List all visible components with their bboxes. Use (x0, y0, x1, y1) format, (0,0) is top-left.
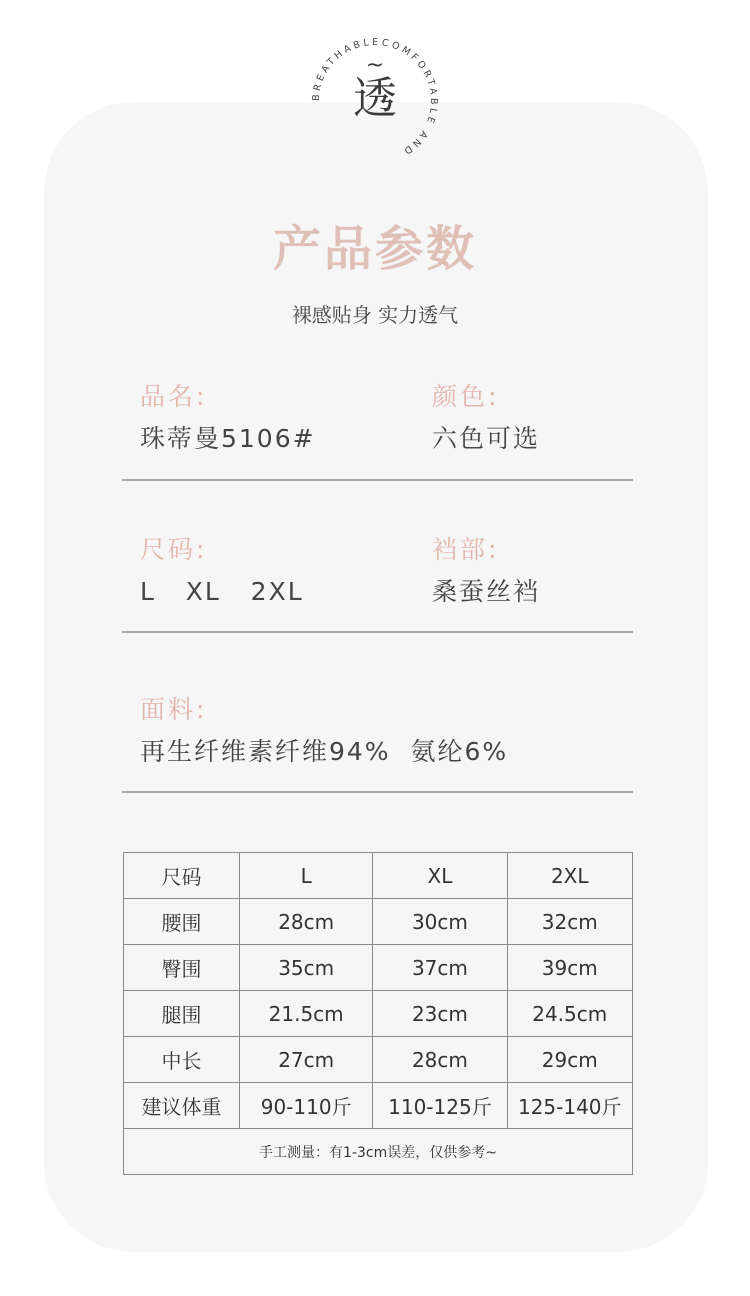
divider (122, 791, 633, 793)
table-row (124, 945, 633, 991)
color-value: 六色可选 (432, 424, 541, 453)
table-cell: 90-110斤 (239, 1083, 372, 1129)
badge-tilde: ~ (365, 53, 385, 78)
fabric-value: 再生纤维素纤维94% 氨纶6% (140, 737, 509, 766)
table-cell: 中长 (124, 1037, 240, 1083)
divider (122, 631, 633, 633)
fabric-label: 面料: (140, 695, 208, 724)
table-cell: 腿围 (124, 991, 240, 1037)
table-row (124, 899, 633, 945)
name-value: 珠蒂曼5106# (140, 424, 316, 453)
table-cell: 30cm (373, 899, 507, 945)
table-header-cell: 尺码 (124, 853, 240, 899)
table-cell: 29cm (507, 1037, 633, 1083)
badge-character: 透 (353, 73, 397, 124)
table-row (124, 991, 633, 1037)
size-label: 尺码: (140, 535, 208, 564)
crotch-label: 裆部: (432, 535, 500, 564)
table-cell: 28cm (373, 1037, 507, 1083)
table-cell: 21.5cm (239, 991, 372, 1037)
table-cell: 35cm (239, 945, 372, 991)
measurement-note: 手工测量：有1-3cm误差，仅供参考~ (124, 1129, 633, 1175)
table-cell: 27cm (239, 1037, 372, 1083)
table-cell: 建议体重 (124, 1083, 240, 1129)
crotch-value: 桑蚕丝裆 (432, 577, 541, 606)
table-row (124, 1037, 633, 1083)
size-table (123, 852, 633, 1175)
table-cell: 39cm (507, 945, 633, 991)
divider (122, 479, 633, 481)
table-cell: 32cm (507, 899, 633, 945)
table-cell: 臀围 (124, 945, 240, 991)
color-label: 颜色: (432, 382, 500, 411)
breathable-badge (307, 33, 443, 169)
table-cell: 24.5cm (507, 991, 633, 1037)
table-cell: 腰围 (124, 899, 240, 945)
table-row (124, 1083, 633, 1129)
table-cell: 125-140斤 (507, 1083, 633, 1129)
svg-text:BREATHABLECOMFORTABLE AND: BREATHABLECOMFORTABLE AND (310, 36, 440, 158)
table-cell: 23cm (373, 991, 507, 1037)
table-cell: 28cm (239, 899, 372, 945)
table-header-cell: L (239, 853, 372, 899)
table-header-cell: XL (373, 853, 507, 899)
table-cell: 37cm (373, 945, 507, 991)
table-cell: 110-125斤 (373, 1083, 507, 1129)
size-value: L XL 2XL (140, 577, 304, 606)
page-subtitle: 裸感贴身 实力透气 (291, 303, 459, 327)
page-title: 产品参数 (272, 221, 477, 277)
table-header-cell: 2XL (507, 853, 633, 899)
table-header-row (124, 853, 633, 899)
name-label: 品名: (140, 382, 208, 411)
table-note-row (124, 1129, 633, 1175)
